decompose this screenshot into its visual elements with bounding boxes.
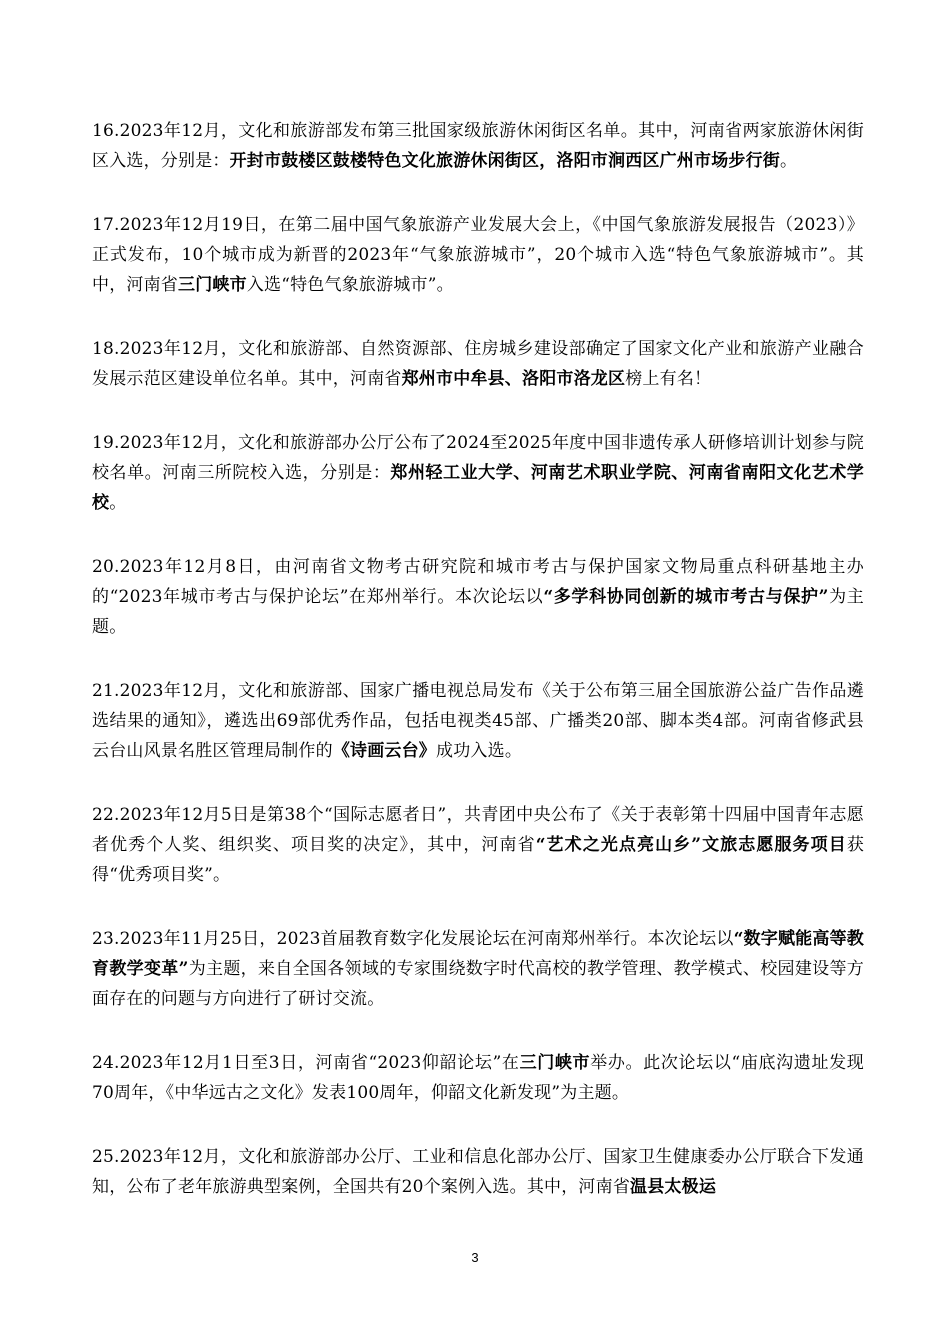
text-run: 24.2023年12月1日至3日，河南省“2023仰韶论坛”在 [92,1053,520,1073]
text-run: 入选“特色气象旅游城市”。 [246,275,454,295]
paragraph-24 [92,1048,864,1108]
bold-text: “数字赋能高等教育教学变革” [92,929,864,979]
page-number: 3 [471,1250,479,1265]
bold-text: 郑州轻工业大学、河南艺术职业学院、河南省南阳文化艺术学校 [92,463,864,513]
text-run: 21.2023年12月，文化和旅游部、国家广播电视总局发布《关于公布第三届全国旅游公益广告作品遴选结果的通知》，遴选出69部优秀作品，包括电视类45部、广播类20部、脚本类4部。河南省修武县云台山风景名胜区管理局制作的 [92,681,864,761]
text-run: 举办。此次论坛以“庙底沟遗址发现70周年，《中华远古之文化》发表100周年，仰韶文化新发现”为主题。 [92,1053,864,1103]
text-run: 成功入选。 [436,741,523,761]
bold-text: “多学科协同创新的城市考古与保护” [543,587,829,607]
paragraph-17 [92,210,864,300]
text-run: 。 [780,151,798,171]
bold-text: 开封市鼓楼区鼓楼特色文化旅游休闲街区，洛阳市涧西区广州市场步行街 [229,151,781,171]
text-run: 22.2023年12月5日是第38个“国际志愿者日”，共青团中央公布了《关于表彰第十四届中国青年志愿者优秀个人奖、组织奖、项目奖的决定》，其中，河南省 [92,805,864,855]
text-run: 为主题，来自全国各领域的专家围绕数字时代高校的教学管理、教学模式、校园建设等方面存在的问题与方向进行了研讨交流。 [92,959,864,1009]
bold-text: “艺术之光点亮山乡”文旅志愿服务项目 [535,835,847,855]
paragraph-18 [92,334,864,394]
bold-text: 温县太极运 [630,1177,717,1197]
bold-text: 三门峡市 [178,275,247,295]
paragraph-22 [92,800,864,890]
text-run: 19.2023年12月，文化和旅游部办公厅公布了2024至2025年度中国非遗传承人研修培训计划参与院校名单。河南三所院校入选，分别是： [92,433,864,483]
bold-text: 郑州市中牟县、洛阳市洛龙区 [401,369,626,389]
paragraph-25 [92,1142,864,1202]
paragraph-20 [92,552,864,642]
text-run: 为主题。 [92,587,864,637]
text-run: 18.2023年12月，文化和旅游部、自然资源部、住房城乡建设部确定了国家文化产业和旅游产业融合发展示范区建设单位名单。其中，河南省 [92,339,864,389]
paragraph-19 [92,428,864,518]
text-run: 榜上有名！ [625,369,712,389]
text-run: 16.2023年12月，文化和旅游部发布第三批国家级旅游休闲街区名单。其中，河南省两家旅游休闲街区入选，分别是： [92,121,864,171]
paragraph-21 [92,676,864,766]
document-body [92,116,864,1236]
paragraph-23 [92,924,864,1014]
bold-text: 《诗画云台》 [332,741,437,761]
text-run: 23.2023年11月25日，2023首届教育数字化发展论坛在河南郑州举行。本次论坛以 [92,929,734,949]
text-run: 25.2023年12月，文化和旅游部办公厅、工业和信息化部办公厅、国家卫生健康委办公厅联合下发通知，公布了老年旅游典型案例，全国共有20个案例入选。其中，河南省 [92,1147,864,1197]
text-run: 20.2023年12月8日，由河南省文物考古研究院和城市考古与保护国家文物局重点科研基地主办的“2023年城市考古与保护论坛”在郑州举行。本次论坛以 [92,557,864,607]
text-run: 。 [109,493,127,513]
paragraph-16 [92,116,864,176]
text-run: 17.2023年12月19日，在第二届中国气象旅游产业发展大会上，《中国气象旅游发展报告（2023）》正式发布，10个城市成为新晋的2023年“气象旅游城市”，20个城市入选“特色气象旅游城市”。其中，河南省 [92,215,864,295]
text-run: 获得“优秀项目奖”。 [92,835,865,885]
bold-text: 三门峡市 [519,1053,591,1073]
